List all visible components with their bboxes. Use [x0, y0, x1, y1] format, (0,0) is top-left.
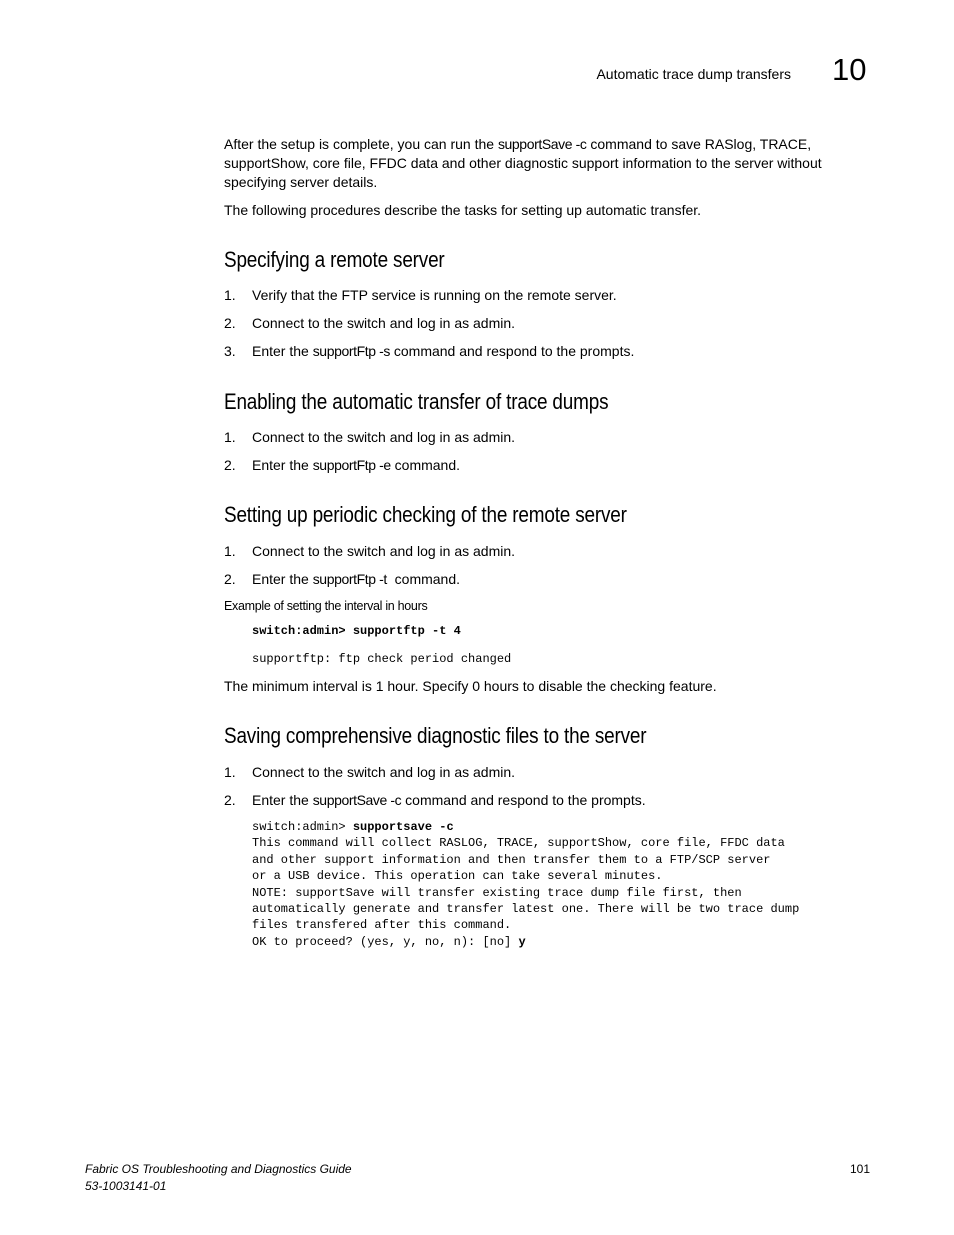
code-line: switch:admin> supportftp -t 4 [252, 624, 461, 638]
footer-doc-number: 53-1003141-01 [85, 1179, 167, 1193]
step-item: 1. Verify that the FTP service is running on the remote server. [224, 287, 617, 303]
step-item: 1. Connect to the switch and log in as admin. [224, 764, 516, 780]
chapter-number: 10 [832, 52, 867, 87]
section-heading: Specifying a remote server [224, 247, 445, 272]
example-caption: Example of setting the interval in hours [224, 599, 428, 613]
section-heading: Saving comprehensive diagnostic files to the server [224, 723, 647, 748]
inline-command: supportFtp -t [312, 571, 387, 587]
intro-paragraph-2: The following procedures describe the tasks for setting up automatic transfer. [224, 202, 702, 218]
step-item: 1. Connect to the switch and log in as admin. [224, 543, 516, 559]
inline-command: supportSave -c [312, 792, 402, 808]
step-item: 2. Enter the supportSave -c command and respond to the prompts. [224, 792, 646, 808]
step-item: 1. Connect to the switch and log in as admin. [224, 429, 516, 445]
step-item: 2. Enter the supportFtp -t command. [224, 571, 461, 587]
inline-command: supportFtp -e [312, 457, 391, 473]
footer-doc-title: Fabric OS Troubleshooting and Diagnostics Guide [85, 1162, 352, 1176]
note-paragraph: The minimum interval is 1 hour. Specify 0 hours to disable the checking feature. [224, 678, 717, 694]
running-header-title: Automatic trace dump transfers [596, 66, 791, 82]
code-block: switch:admin> supportsave -c This command will collect RASLOG, TRACE, supportShow, core file, FFDC data and other support information and then transfer them to a FTP/SCP server or a USB device. This operation can take several minutes. NOTE: supportSave will transfer existing trace dump file first, then automatically generate and transfer latest one. There will be two trace dump files transfered after this command. OK to proceed? (yes, y, no, n): [no] y [252, 820, 800, 949]
intro-paragraph: After the setup is complete, you can run the supportSave -c command to save RASlog, TRACE, supportShow, core file, FFDC data and other diagnostic support information to the server without specifying server details. [224, 136, 822, 190]
page-number: 101 [850, 1162, 871, 1176]
inline-command: supportSave -c [497, 136, 587, 152]
step-item: 3. Enter the supportFtp -s command and respond to the prompts. [224, 343, 635, 359]
section-heading: Enabling the automatic transfer of trace dumps [224, 389, 609, 414]
section-heading: Setting up periodic checking of the remote server [224, 502, 627, 527]
code-output: supportftp: ftp check period changed [252, 652, 512, 666]
step-item: 2. Connect to the switch and log in as admin. [224, 315, 516, 331]
inline-command: supportFtp -s [312, 343, 390, 359]
step-item: 2. Enter the supportFtp -e command. [224, 457, 461, 473]
